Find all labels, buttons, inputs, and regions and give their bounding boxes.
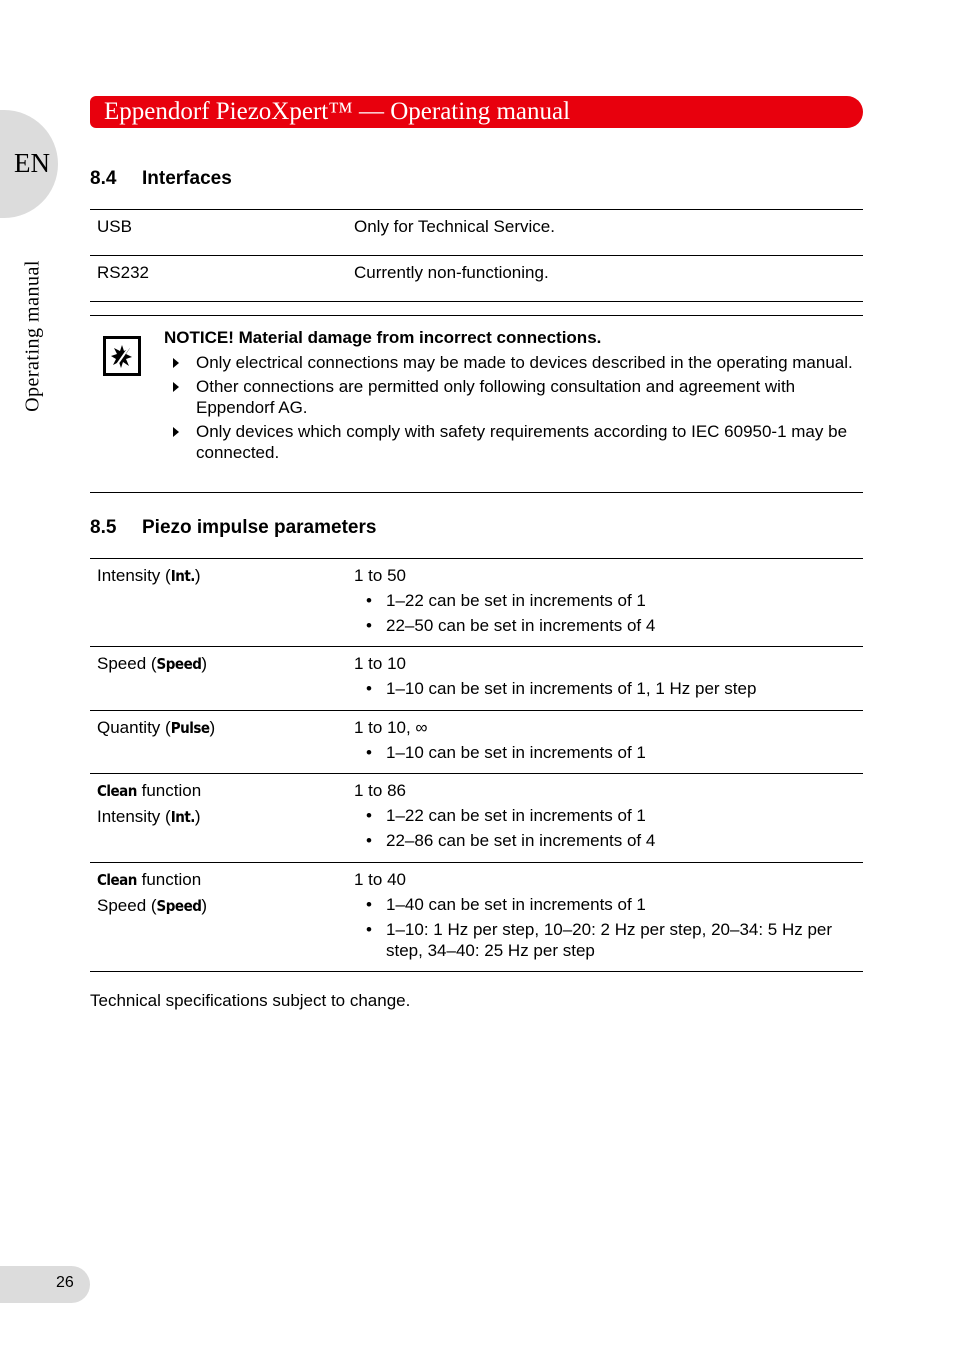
list-item xyxy=(164,376,863,418)
table-row xyxy=(90,210,863,256)
parameter-label-close: ) xyxy=(194,566,201,585)
material-damage-icon xyxy=(103,336,141,381)
parameter-name-line xyxy=(97,867,354,893)
table-row xyxy=(90,774,863,863)
parameter-range: 1 to 86 xyxy=(354,781,406,800)
parameter-label-close: ) xyxy=(194,807,201,826)
list-item: • 1–22 can be set in increments of 1 xyxy=(354,588,863,613)
parameter-range: 1 to 50 xyxy=(354,566,406,585)
section-heading-interfaces xyxy=(90,168,232,190)
piezo-parameters-table xyxy=(90,558,863,972)
section-title: Interfaces xyxy=(142,168,232,189)
list-item: • 22–86 can be set in increments of 4 xyxy=(354,828,863,853)
table-row xyxy=(90,559,863,647)
header-banner xyxy=(90,96,863,128)
parameter-value xyxy=(354,774,863,863)
display-label: Pulse xyxy=(170,719,210,737)
parameter-value xyxy=(354,711,863,774)
parameter-name xyxy=(90,647,354,711)
list-item: • 1–22 can be set in increments of 1 xyxy=(354,803,863,828)
table-row xyxy=(90,711,863,774)
section-number: 8.5 xyxy=(90,517,117,538)
header-title: Eppendorf PiezoXpert™ — Operating manual xyxy=(104,98,571,125)
list-item xyxy=(164,352,863,373)
display-label: Speed xyxy=(156,655,202,673)
display-label: Speed xyxy=(156,897,202,915)
notice-box xyxy=(90,315,863,493)
side-section-label: Operating manual xyxy=(21,260,44,412)
arrow-right-icon xyxy=(173,382,179,392)
table-row xyxy=(90,256,863,302)
parameter-label: Intensity ( xyxy=(97,807,171,826)
parameter-label: Speed ( xyxy=(97,654,157,673)
interface-value: Currently non-functioning. xyxy=(354,256,863,302)
page-number-tab xyxy=(0,1266,90,1303)
parameter-label: Quantity ( xyxy=(97,718,171,737)
parameter-label: Intensity ( xyxy=(97,566,171,585)
parameter-name xyxy=(90,774,354,863)
parameter-range: 1 to 10, ∞ xyxy=(354,718,428,737)
interface-name: RS232 xyxy=(90,256,354,302)
list-item xyxy=(164,421,863,463)
section-heading-piezo xyxy=(90,517,376,539)
arrow-right-icon xyxy=(173,358,179,368)
parameter-label: Speed ( xyxy=(97,896,157,915)
increment-list xyxy=(354,740,863,765)
list-item: • 22–50 can be set in increments of 4 xyxy=(354,613,863,638)
parameter-name-line xyxy=(97,893,354,919)
list-item: • 1–10 can be set in increments of 1, 1 Hz per step xyxy=(354,676,863,701)
display-label: Int. xyxy=(170,808,195,826)
language-tab xyxy=(0,110,58,218)
notice-item-text: Only electrical connections may be made to devices described in the operating manual. xyxy=(196,353,853,372)
table-row xyxy=(90,647,863,711)
parameter-name xyxy=(90,711,354,774)
increment-list xyxy=(354,676,863,701)
table-row xyxy=(90,863,863,972)
page-number: 26 xyxy=(56,1274,74,1291)
parameter-label: function xyxy=(136,781,202,800)
parameter-name-line xyxy=(97,804,354,830)
notice-item-text: Only devices which comply with safety requirements according to IEC 60950-1 may be connected. xyxy=(196,422,848,462)
list-item: • 1–40 can be set in increments of 1 xyxy=(354,892,863,917)
increment-list xyxy=(354,892,863,961)
footnote: Technical specifications subject to change. xyxy=(90,991,411,1010)
parameter-value xyxy=(354,647,863,711)
interfaces-table xyxy=(90,209,863,302)
notice-title: NOTICE! Material damage from incorrect connections. xyxy=(164,328,602,347)
interface-value: Only for Technical Service. xyxy=(354,210,863,256)
interface-name: USB xyxy=(90,210,354,256)
parameter-label: function xyxy=(136,870,202,889)
parameter-value xyxy=(354,559,863,647)
notice-list xyxy=(164,352,863,466)
parameter-name xyxy=(90,559,354,647)
parameter-name xyxy=(90,863,354,972)
list-item: • 1–10: 1 Hz per step, 10–20: 2 Hz per step, 20–34: 5 Hz per step, 34–40: 25 Hz per step xyxy=(354,917,863,961)
parameter-range: 1 to 10 xyxy=(354,654,406,673)
increment-list xyxy=(354,803,863,853)
display-label: Clean xyxy=(97,871,137,889)
notice-item-text: Other connections are permitted only following consultation and agreement with Eppendorf AG. xyxy=(196,377,796,417)
parameter-name-line xyxy=(97,778,354,804)
parameter-label-close: ) xyxy=(209,718,216,737)
arrow-right-icon xyxy=(173,427,179,437)
display-label: Clean xyxy=(97,782,137,800)
display-label: Int. xyxy=(170,567,195,585)
parameter-label-close: ) xyxy=(201,654,208,673)
list-item: • 1–10 can be set in increments of 1 xyxy=(354,740,863,765)
increment-list xyxy=(354,588,863,638)
parameter-label-close: ) xyxy=(201,896,208,915)
parameter-range: 1 to 40 xyxy=(354,870,406,889)
section-number: 8.4 xyxy=(90,168,117,189)
parameter-value xyxy=(354,863,863,972)
section-title: Piezo impulse parameters xyxy=(142,517,377,538)
language-label: EN xyxy=(14,148,50,178)
